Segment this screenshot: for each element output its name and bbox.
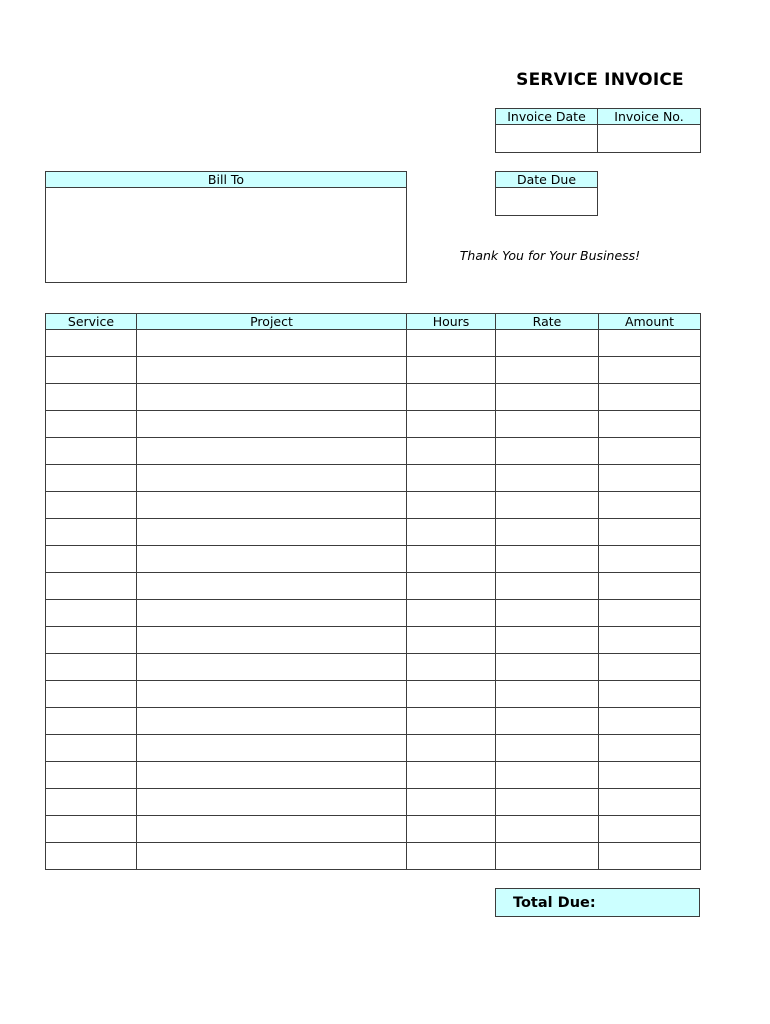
cell-amount[interactable]: [599, 330, 701, 357]
cell-project[interactable]: [137, 573, 407, 600]
cell-rate[interactable]: [496, 654, 599, 681]
cell-service[interactable]: [46, 735, 137, 762]
total-due-label: Total Due:: [513, 895, 596, 911]
table-row: [46, 357, 701, 384]
cell-hours[interactable]: [407, 816, 496, 843]
cell-rate[interactable]: [496, 411, 599, 438]
cell-hours[interactable]: [407, 843, 496, 870]
cell-amount[interactable]: [599, 816, 701, 843]
cell-service[interactable]: [46, 465, 137, 492]
table-row: [46, 789, 701, 816]
column-header-project: Project: [137, 314, 407, 330]
invoice-number-header: Invoice No.: [598, 109, 701, 125]
cell-project[interactable]: [137, 438, 407, 465]
total-due-box: [495, 888, 700, 917]
invoice-date-field[interactable]: [496, 125, 598, 153]
cell-hours[interactable]: [407, 519, 496, 546]
cell-service[interactable]: [46, 654, 137, 681]
line-items-table: [45, 313, 701, 870]
cell-rate[interactable]: [496, 492, 599, 519]
cell-amount[interactable]: [599, 357, 701, 384]
cell-project[interactable]: [137, 330, 407, 357]
thank-you-message: Thank You for Your Business!: [459, 248, 641, 263]
date-due-header: Date Due: [496, 172, 598, 188]
cell-hours[interactable]: [407, 573, 496, 600]
invoice-info-table: [495, 108, 701, 153]
table-row: [46, 384, 701, 411]
bill-to-header: Bill To: [46, 172, 407, 188]
cell-amount[interactable]: [599, 843, 701, 870]
cell-hours[interactable]: [407, 330, 496, 357]
cell-service[interactable]: [46, 384, 137, 411]
table-row: [46, 843, 701, 870]
table-row: [46, 762, 701, 789]
cell-amount[interactable]: [599, 681, 701, 708]
cell-service[interactable]: [46, 627, 137, 654]
cell-amount[interactable]: [599, 735, 701, 762]
cell-rate[interactable]: [496, 330, 599, 357]
cell-rate[interactable]: [496, 519, 599, 546]
cell-rate[interactable]: [496, 681, 599, 708]
table-row: [46, 519, 701, 546]
cell-service[interactable]: [46, 600, 137, 627]
cell-rate[interactable]: [496, 357, 599, 384]
cell-project[interactable]: [137, 519, 407, 546]
cell-project[interactable]: [137, 654, 407, 681]
cell-service[interactable]: [46, 708, 137, 735]
cell-service[interactable]: [46, 357, 137, 384]
cell-hours[interactable]: [407, 681, 496, 708]
cell-amount[interactable]: [599, 465, 701, 492]
table-row: [46, 492, 701, 519]
cell-project[interactable]: [137, 762, 407, 789]
cell-hours[interactable]: [407, 627, 496, 654]
table-row: [46, 681, 701, 708]
cell-project[interactable]: [137, 411, 407, 438]
cell-hours[interactable]: [407, 384, 496, 411]
cell-rate[interactable]: [496, 708, 599, 735]
cell-amount[interactable]: [599, 762, 701, 789]
cell-service[interactable]: [46, 816, 137, 843]
cell-hours[interactable]: [407, 708, 496, 735]
cell-amount[interactable]: [599, 600, 701, 627]
cell-service[interactable]: [46, 843, 137, 870]
cell-rate[interactable]: [496, 573, 599, 600]
cell-amount[interactable]: [599, 546, 701, 573]
column-header-rate: Rate: [496, 314, 599, 330]
cell-rate[interactable]: [496, 816, 599, 843]
cell-service[interactable]: [46, 681, 137, 708]
cell-hours[interactable]: [407, 762, 496, 789]
cell-project[interactable]: [137, 357, 407, 384]
table-row: [46, 330, 701, 357]
cell-project[interactable]: [137, 735, 407, 762]
cell-service[interactable]: [46, 330, 137, 357]
cell-amount[interactable]: [599, 411, 701, 438]
cell-amount[interactable]: [599, 654, 701, 681]
table-row: [46, 438, 701, 465]
cell-project[interactable]: [137, 546, 407, 573]
cell-amount[interactable]: [599, 384, 701, 411]
cell-service[interactable]: [46, 438, 137, 465]
cell-hours[interactable]: [407, 465, 496, 492]
cell-service[interactable]: [46, 762, 137, 789]
cell-service[interactable]: [46, 411, 137, 438]
cell-rate[interactable]: [496, 762, 599, 789]
bill-to-table: [45, 171, 407, 283]
cell-rate[interactable]: [496, 438, 599, 465]
cell-rate[interactable]: [496, 465, 599, 492]
cell-hours[interactable]: [407, 735, 496, 762]
cell-hours[interactable]: [407, 654, 496, 681]
cell-service[interactable]: [46, 789, 137, 816]
cell-hours[interactable]: [407, 600, 496, 627]
cell-hours[interactable]: [407, 789, 496, 816]
cell-project[interactable]: [137, 627, 407, 654]
date-due-table: [495, 171, 598, 216]
cell-amount[interactable]: [599, 519, 701, 546]
bill-to-field[interactable]: [46, 188, 407, 283]
table-row: [46, 600, 701, 627]
cell-hours[interactable]: [407, 357, 496, 384]
cell-amount[interactable]: [599, 789, 701, 816]
table-row: [46, 735, 701, 762]
cell-project[interactable]: [137, 816, 407, 843]
cell-project[interactable]: [137, 843, 407, 870]
table-row: [46, 546, 701, 573]
cell-hours[interactable]: [407, 438, 496, 465]
invoice-title: SERVICE INVOICE: [516, 70, 684, 90]
table-row: [46, 411, 701, 438]
cell-rate[interactable]: [496, 600, 599, 627]
cell-rate[interactable]: [496, 627, 599, 654]
cell-project[interactable]: [137, 465, 407, 492]
cell-service[interactable]: [46, 546, 137, 573]
cell-project[interactable]: [137, 492, 407, 519]
cell-project[interactable]: [137, 600, 407, 627]
cell-amount[interactable]: [599, 438, 701, 465]
cell-rate[interactable]: [496, 843, 599, 870]
cell-hours[interactable]: [407, 411, 496, 438]
invoice-number-field[interactable]: [598, 125, 701, 153]
cell-project[interactable]: [137, 789, 407, 816]
table-row: [46, 465, 701, 492]
cell-service[interactable]: [46, 519, 137, 546]
column-header-hours: Hours: [407, 314, 496, 330]
table-row: [46, 708, 701, 735]
cell-hours[interactable]: [407, 492, 496, 519]
cell-service[interactable]: [46, 492, 137, 519]
cell-amount[interactable]: [599, 573, 701, 600]
cell-rate[interactable]: [496, 789, 599, 816]
cell-project[interactable]: [137, 708, 407, 735]
cell-rate[interactable]: [496, 546, 599, 573]
cell-service[interactable]: [46, 573, 137, 600]
table-row: [46, 627, 701, 654]
date-due-field[interactable]: [496, 188, 598, 216]
cell-amount[interactable]: [599, 708, 701, 735]
cell-amount[interactable]: [599, 627, 701, 654]
line-items-body: [46, 330, 701, 870]
table-row: [46, 816, 701, 843]
column-header-amount: Amount: [599, 314, 701, 330]
cell-rate[interactable]: [496, 384, 599, 411]
cell-project[interactable]: [137, 384, 407, 411]
column-header-service: Service: [46, 314, 137, 330]
cell-project[interactable]: [137, 681, 407, 708]
invoice-date-header: Invoice Date: [496, 109, 598, 125]
table-row: [46, 573, 701, 600]
cell-amount[interactable]: [599, 492, 701, 519]
cell-hours[interactable]: [407, 546, 496, 573]
cell-rate[interactable]: [496, 735, 599, 762]
table-row: [46, 654, 701, 681]
